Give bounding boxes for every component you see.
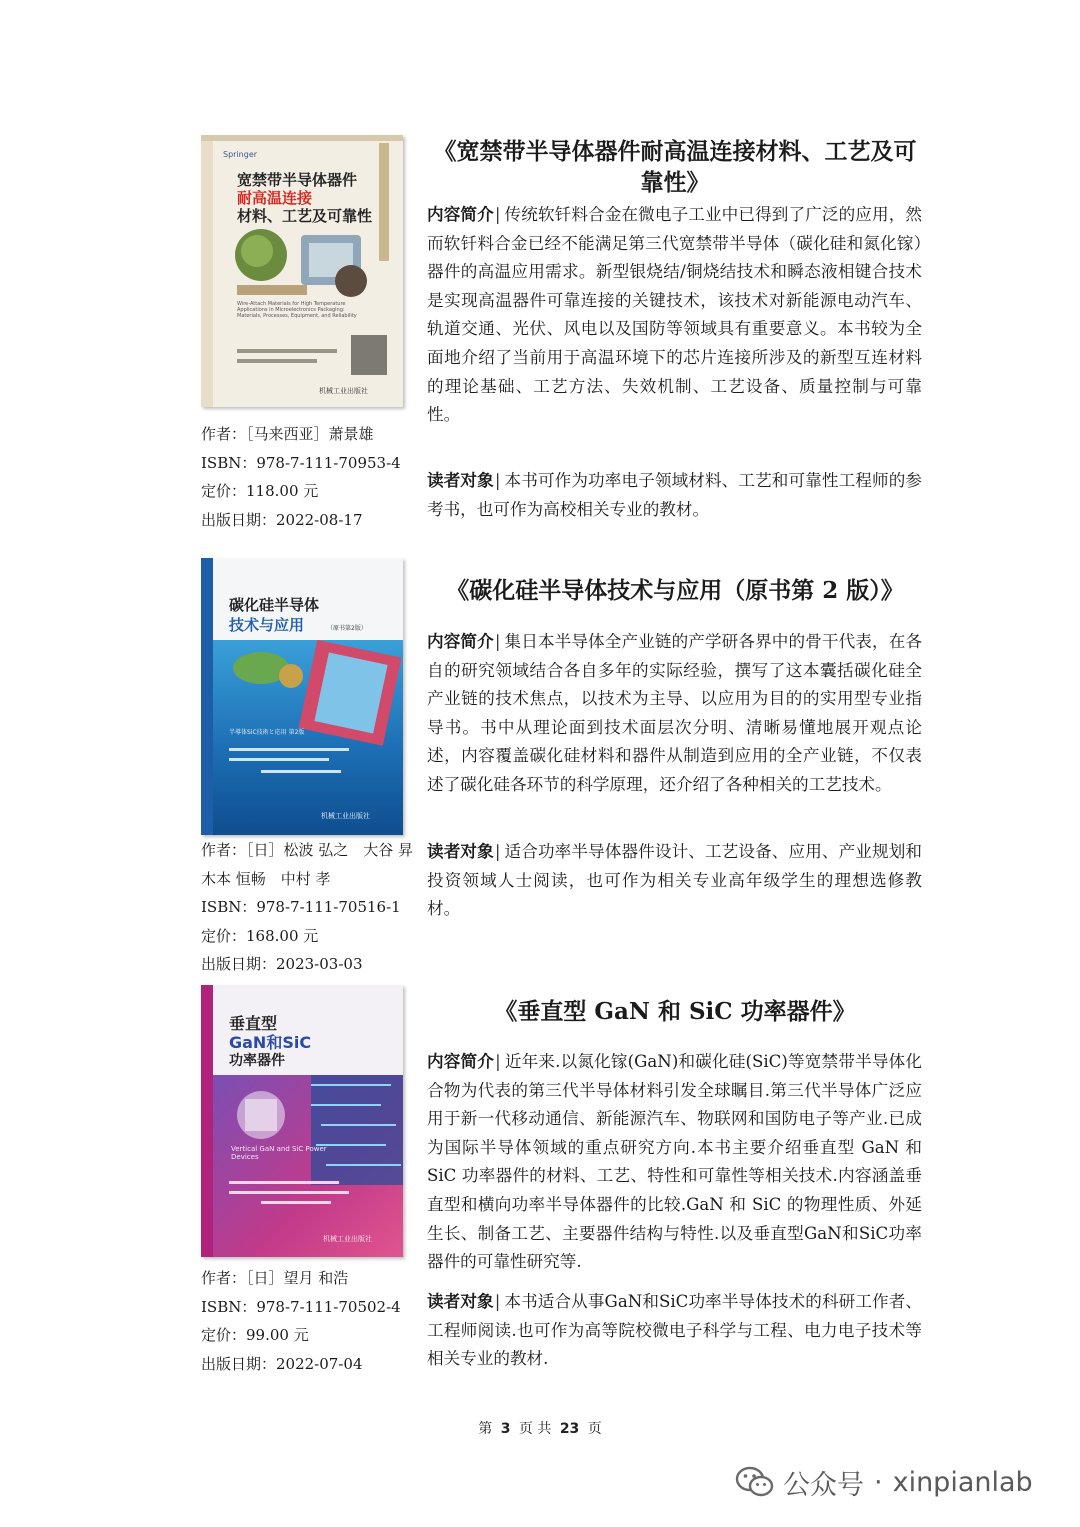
author: 作者：［日］松波 弘之 大谷 昇 木本 恒畅 中村 孝 [201,841,429,888]
author: 作者：［马来西亚］萧景雄 [201,425,374,443]
cover-title-line1: 宽禁带半导体器件 [237,171,358,189]
book-intro-1: 内容简介| 传统软钎料合金在微电子工业中已得到了广泛的应用，然而软钎料合金已经不能满足第三代宽禁带半导体（碳化硅和氮化镓）器件的高温应用需求。新型银烧结/铜烧结技术和瞬态液相键合技术是实现高温器件可靠连接的关键技术，该技术对新能源电动汽车、轨道交通、光伏、风电以及国防等领域具有重要意义。本书较为全面地介绍了当前用于高温环境下的芯片连接所涉及的新型互连材料的理论基础、工艺方法、失效机制、工艺设备、质量控制与可靠性。 [427,204,923,425]
book-cover-2[interactable] [201,558,403,835]
intro-text: 传统软钎料合金在微电子工业中已得到了广泛的应用，然而软钎料合金已经不能满足第三代宽禁带半导体（碳化硅和氮化镓）器件的高温应用需求。新型银烧结/铜烧结技术和瞬态液相键合技术是实现高温器件可靠连接的关键技术，该技术对新能源电动汽车、轨道交通、光伏、风电以及国防等领域具有重要意义。本书较为全面地介绍了当前用于高温环境下的芯片连接所涉及的新型互连材料的理论基础、工艺方法、失效机制、工艺设备、质量控制与可靠性。 [427,205,923,425]
price: 定价：118.00 元 [201,482,319,500]
cover-edition: （原书第2版） [327,625,367,632]
reader-text: 本书适合从事GaN和SiC功率半导体技术的科研工作者、工程师阅读.也可作为高等院校微电子科学与工程、电力电子技术等相关专业的教材. [427,1292,922,1369]
publish-date: 出版日期：2022-07-04 [201,1354,363,1373]
cover-title-line3: 功率器件 [229,1053,285,1069]
cover-title-line2: GaN和SiC [229,1033,312,1052]
book-title-2: 《碳化硅半导体技术与应用（原书第 2 版）》 [446,577,904,604]
footer-suffix: 页 [587,1421,602,1437]
footer-mid: 页 共 [518,1421,552,1437]
cover-title-line2: 技术与应用 [229,616,305,634]
cover-jp-subtitle: 半導体SiC技術と応用 第2版 [229,729,305,736]
reader-label: 读者对象 [427,470,494,490]
cover-press: 机械工业出版社 [321,812,370,820]
cover-en-subtitle: Wire-Attach Materials for High Temperature Applications in Microelectronics Packaging: Materials, Processes, Equipment, and Reliability [237,301,357,319]
reader-label: 读者对象 [427,1291,494,1311]
publish-date: 出版日期：2023-03-03 [201,955,363,973]
book-cover-3[interactable] [201,985,403,1257]
reader-text: 适合功率半导体器件设计、工艺设备、应用、产业规划和投资领域人士阅读，也可作为相关专业高年级学生的理想选修教材。 [427,842,923,919]
book-meta-3 [201,1264,426,1378]
book-cover-1[interactable] [201,135,403,407]
intro-text: 近年来.以氮化镓(GaN)和碳化硅(SiC)等宽禁带半导体化合物为代表的第三代半导体材料引发全球瞩目.第三代半导体广泛应用于新一代移动通信、新能源汽车、物联网和国防电子等产业.已成为国际半导体领域的重点研究方向.本书主要介绍垂直型 GaN 和 SiC 功率器件的材料、工艺、特性和可靠性等相关技术.内容涵盖垂直型和横向功率半导体器件的比较.GaN 和 SiC 的物理性质、外延生长、制备工艺、主要器件结构与特性.以及垂直型GaN和SiC功率器件的可靠性研究等. [427,1052,922,1272]
intro-label: 内容简介 [427,631,494,651]
intro-label: 内容简介 [427,204,494,224]
publish-date: 出版日期：2022-08-17 [201,510,363,529]
book-title-1: 《宽禁带半导体器件耐高温连接材料、工艺及可靠性》 [433,138,917,196]
watermark-dot: · [874,1466,883,1498]
isbn: ISBN：978-7-111-70502-4 [201,1297,401,1316]
watermark-account: xinpianlab [892,1466,1033,1498]
reader-text: 本书可作为功率电子领域材料、工艺和可靠性工程师的参考书，也可作为高校相关专业的教材。 [427,471,923,519]
reader-label: 读者对象 [427,841,494,861]
publisher-logo: Springer [223,150,258,159]
wechat-icon [735,1465,775,1499]
book-reader-2: 读者对象| 适合功率半导体器件设计、工艺设备、应用、产业规划和投资领域人士阅读，也可作为相关专业高年级学生的理想选修教材。 [427,841,923,919]
total-pages: 23 [559,1421,580,1437]
cover-en-subtitle: Vertical GaN and SiC Power Devices [231,1145,327,1161]
book-reader-1: 读者对象| 本书可作为功率电子领域材料、工艺和可靠性工程师的参考书，也可作为高校相关专业的教材。 [427,470,923,519]
book-meta-1 [201,420,426,534]
book-reader-3: 读者对象| 本书适合从事GaN和SiC功率半导体技术的科研工作者、工程师阅读.也可作为高等院校微电子科学与工程、电力电子技术等相关专业的教材. [427,1291,922,1369]
author: 作者：［日］望月 和浩 [201,1269,349,1287]
cover-press: 机械工业出版社 [323,1235,372,1243]
footer-prefix: 第 [478,1421,493,1437]
book-title-3: 《垂直型 GaN 和 SiC 功率器件》 [494,998,856,1025]
isbn: ISBN：978-7-111-70953-4 [201,453,401,472]
price: 定价：168.00 元 [201,926,319,945]
cover-title-line3: 材料、工艺及可靠性 [237,207,373,225]
intro-label: 内容简介 [427,1051,495,1071]
cover-title-line1: 垂直型 [229,1014,278,1033]
book-intro-2: 内容简介| 集日本半导体全产业链的产学研各界中的骨干代表，在各自的研究领域结合各自多年的实际经验，撰写了这本囊括碳化硅全产业链的技术焦点，以技术为主导、以应用为目的的实用型专业指导书。书中从理论面到技术面层次分明、清晰易懂地展开观点论述，内容覆盖碳化硅材料和器件从制造到应用的全产业链，不仅表述了碳化硅各环节的科学原理，还介绍了各种相关的工艺技术。 [427,631,923,794]
isbn: ISBN：978-7-111-70516-1 [201,898,401,916]
price: 定价：99.00 元 [201,1326,309,1344]
page-number: 3 [500,1421,511,1437]
cover-press: 机械工业出版社 [319,387,368,395]
page-footer [0,1418,1080,1438]
watermark [735,1462,1033,1502]
watermark-label: 公众号 [783,1469,864,1501]
intro-text: 集日本半导体全产业链的产学研各界中的骨干代表，在各自的研究领域结合各自多年的实际经验，撰写了这本囊括碳化硅全产业链的技术焦点，以技术为主导、以应用为目的的实用型专业指导书。书中从理论面到技术面层次分明、清晰易懂地展开观点论述，内容覆盖碳化硅材料和器件从制造到应用的全产业链，不仅表述了碳化硅各环节的科学原理，还介绍了各种相关的工艺技术。 [427,632,923,794]
cover-title-line1: 碳化硅半导体 [229,596,320,614]
book-meta-2 [201,836,429,979]
book-intro-3: 内容简介| 近年来.以氮化镓(GaN)和碳化硅(SiC)等宽禁带半导体化合物为代表的第三代半导体材料引发全球瞩目.第三代半导体广泛应用于新一代移动通信、新能源汽车、物联网和国防电子等产业.已成为国际半导体领域的重点研究方向.本书主要介绍垂直型 GaN 和 SiC 功率器件的材料、工艺、特性和可靠性等相关技术.内容涵盖垂直型和横向功率半导体器件的比较.GaN 和 SiC 的物理性质、外延生长、制备工艺、主要器件结构与特性.以及垂直型GaN和SiC功率器件的可靠性研究等. [427,1051,922,1272]
cover-title-line2: 耐高温连接 [237,189,313,207]
